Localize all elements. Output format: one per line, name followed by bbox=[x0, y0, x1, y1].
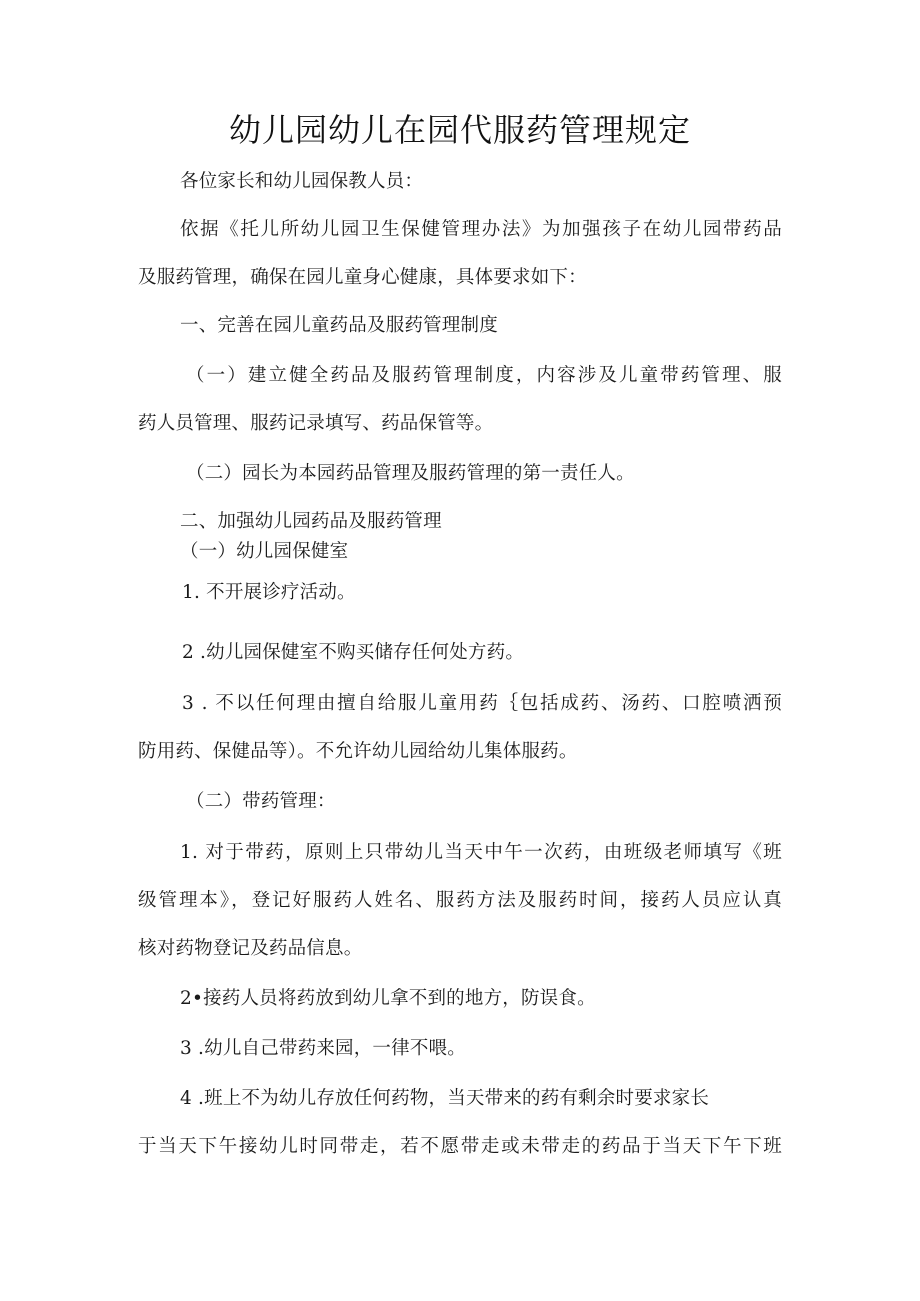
sub-1-item-2: 2 .幼儿园保健室不购买储存任何处方药。 bbox=[182, 642, 525, 663]
section-2-heading: 二、加强幼儿园药品及服药管理 bbox=[180, 511, 442, 532]
sub-1-item-1: 1. 不开展诊疗活动。 bbox=[182, 582, 356, 603]
sub-2-item-1-line-2: 级管理本》，登记好服药人姓名、服药方法及服药时间，接药人员应认真 bbox=[138, 890, 782, 911]
section-2-sub-2-heading: （二）带药管理： bbox=[186, 791, 336, 812]
sub-2-item-1-line-3: 核对药物登记及药品信息。 bbox=[138, 938, 363, 959]
greeting: 各位家长和幼儿园保教人员： bbox=[180, 171, 424, 192]
sub-2-item-4-line-2: 于当天下午接幼儿时同带走，若不愿带走或未带走的药品于当天下午下班 bbox=[138, 1136, 782, 1157]
sub-2-item-3: 3 .幼儿自己带药来园，一律不喂。 bbox=[180, 1038, 466, 1059]
section-1-item-1-line-2: 药人员管理、服药记录填写、药品保管等。 bbox=[138, 413, 494, 434]
sub-1-item-3-line-1: 3 . 不以任何理由擅自给服儿童用药｛包括成药、汤药、口腔喷洒预 bbox=[182, 693, 782, 714]
intro-line-2: 及服药管理，确保在园儿童身心健康，具体要求如下： bbox=[138, 267, 587, 288]
document-title: 幼儿园幼儿在园代服药管理规定 bbox=[228, 111, 691, 149]
section-1-item-1-line-1: （一）建立健全药品及服药管理制度，内容涉及儿童带药管理、服 bbox=[186, 365, 782, 386]
sub-2-item-4-line-1: 4 .班上不为幼儿存放任何药物，当天带来的药有剩余时要求家长 bbox=[180, 1088, 710, 1109]
section-1-heading: 一、完善在园儿童药品及服药管理制度 bbox=[180, 315, 498, 336]
sub-2-item-1-line-1: 1. 对于带药，原则上只带幼儿当天中午一次药，由班级老师填写《班 bbox=[180, 842, 782, 863]
sub-1-item-3-line-2: 防用药、保健品等）。不允许幼儿园给幼儿集体服药。 bbox=[138, 741, 578, 762]
sub-2-item-2: 2•接药人员将药放到幼儿拿不到的地方，防误食。 bbox=[180, 988, 596, 1009]
intro-line-1: 依据《托儿所幼儿园卫生保健管理办法》为加强孩子在幼儿园带药品 bbox=[180, 219, 782, 240]
section-1-item-2: （二）园长为本园药品管理及服药管理的第一责任人。 bbox=[186, 463, 635, 484]
section-2-sub-1-heading: （一）幼儿园保健室 bbox=[180, 541, 349, 562]
